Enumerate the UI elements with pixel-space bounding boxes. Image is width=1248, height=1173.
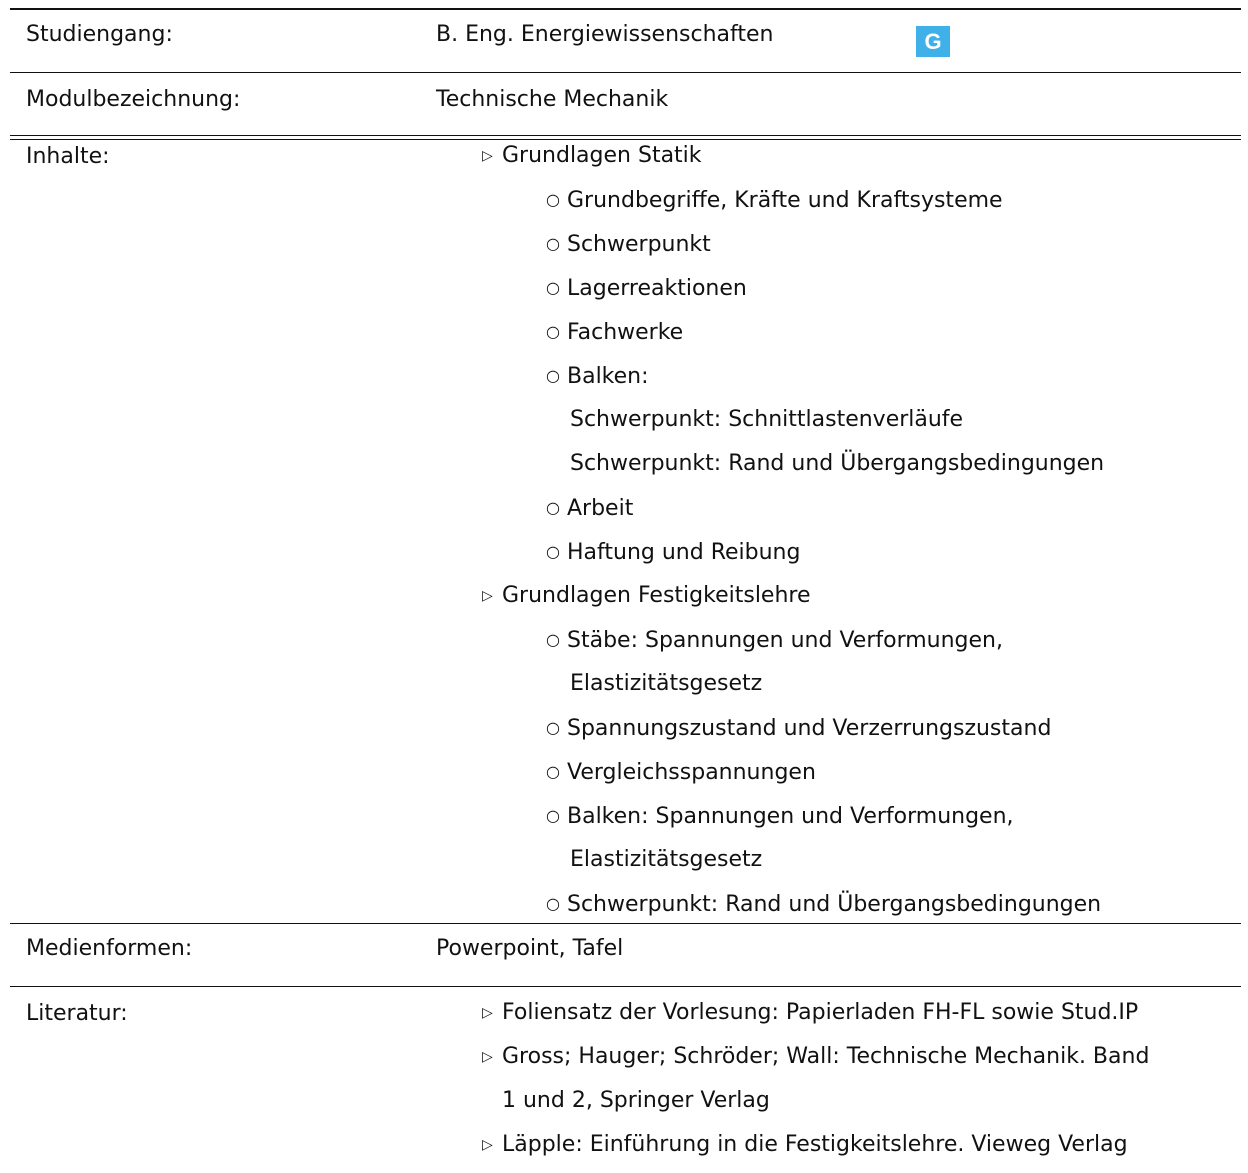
list-item-continuation: 1 und 2, Springer Verlag xyxy=(502,1088,770,1113)
circle-bullet-icon: ○ xyxy=(546,234,560,253)
section-heading xyxy=(482,134,702,178)
circle-bullet-icon: ○ xyxy=(546,806,560,825)
row-modulbezeichnung xyxy=(10,73,1241,135)
list-item: ○ Fachwerke xyxy=(546,310,683,354)
triangle-bullet-icon: ▷ xyxy=(482,1137,493,1153)
literatur-label: Literatur: xyxy=(26,1001,128,1026)
modul-label: Modulbezeichnung: xyxy=(26,87,241,112)
inhalte-label: Inhalte: xyxy=(26,144,110,169)
row-inhalte xyxy=(10,140,1241,923)
list-item: ○ Vergleichsspannungen xyxy=(546,750,816,794)
circle-bullet-icon: ○ xyxy=(546,542,560,561)
list-item-continuation: Elastizitätsgesetz xyxy=(570,671,763,696)
list-item: ○ Arbeit xyxy=(546,486,633,530)
list-item: ▷ Gross; Hauger; Schröder; Wall: Technische Mechanik. Band xyxy=(482,1035,1149,1079)
triangle-bullet-icon: ▷ xyxy=(482,1005,493,1021)
list-item: ○ Schwerpunkt: Rand und Übergangsbedingungen xyxy=(546,882,1101,926)
list-item-continuation: Schwerpunkt: Rand und Übergangsbedingungen xyxy=(570,451,1105,476)
circle-bullet-icon: ○ xyxy=(546,322,560,341)
triangle-bullet-icon: ▷ xyxy=(482,588,493,604)
circle-bullet-icon: ○ xyxy=(546,498,560,517)
row-studiengang xyxy=(10,10,1241,72)
section-title: Grundlagen Festigkeitslehre xyxy=(502,583,811,608)
list-item: ○ Grundbegriffe, Kräfte und Kraftsysteme xyxy=(546,178,1003,222)
list-item: ○ Balken: xyxy=(546,354,649,398)
circle-bullet-icon: ○ xyxy=(546,894,560,913)
circle-bullet-icon: ○ xyxy=(546,718,560,737)
module-description-table xyxy=(10,8,1241,1167)
list-item: ○ Lagerreaktionen xyxy=(546,266,747,310)
studiengang-badge: G xyxy=(916,26,950,57)
list-item: ○ Haftung und Reibung xyxy=(546,530,800,574)
circle-bullet-icon: ○ xyxy=(546,366,560,385)
list-item: ○ Stäbe: Spannungen und Verformungen, xyxy=(546,618,1003,662)
triangle-bullet-icon: ▷ xyxy=(482,148,493,164)
list-item: ○ Balken: Spannungen und Verformungen, xyxy=(546,794,1014,838)
circle-bullet-icon: ○ xyxy=(546,190,560,209)
circle-bullet-icon: ○ xyxy=(546,630,560,649)
section-heading xyxy=(482,574,811,618)
section-title: Grundlagen Statik xyxy=(502,143,702,168)
modul-value: Technische Mechanik xyxy=(436,87,669,112)
list-item-continuation: Schwerpunkt: Schnittlastenverläufe xyxy=(570,407,964,432)
list-item: ○ Spannungszustand und Verzerrungszustand xyxy=(546,706,1051,750)
medienformen-value: Powerpoint, Tafel xyxy=(436,936,624,961)
studiengang-label: Studiengang: xyxy=(26,22,173,47)
list-item: ▷ Foliensatz der Vorlesung: Papierladen FH-FL sowie Stud.IP xyxy=(482,991,1138,1035)
list-item-continuation: Elastizitätsgesetz xyxy=(570,847,763,872)
triangle-bullet-icon: ▷ xyxy=(482,1049,493,1065)
list-item: ▷ Läpple: Einführung in die Festigkeitslehre. Vieweg Verlag xyxy=(482,1123,1128,1167)
list-item: ○ Schwerpunkt xyxy=(546,222,711,266)
circle-bullet-icon: ○ xyxy=(546,278,560,297)
studiengang-value: B. Eng. Energiewissenschaften xyxy=(436,22,774,47)
medienformen-label: Medienformen: xyxy=(26,936,193,961)
row-literatur xyxy=(10,987,1241,1167)
row-medienformen xyxy=(10,924,1241,986)
circle-bullet-icon: ○ xyxy=(546,762,560,781)
